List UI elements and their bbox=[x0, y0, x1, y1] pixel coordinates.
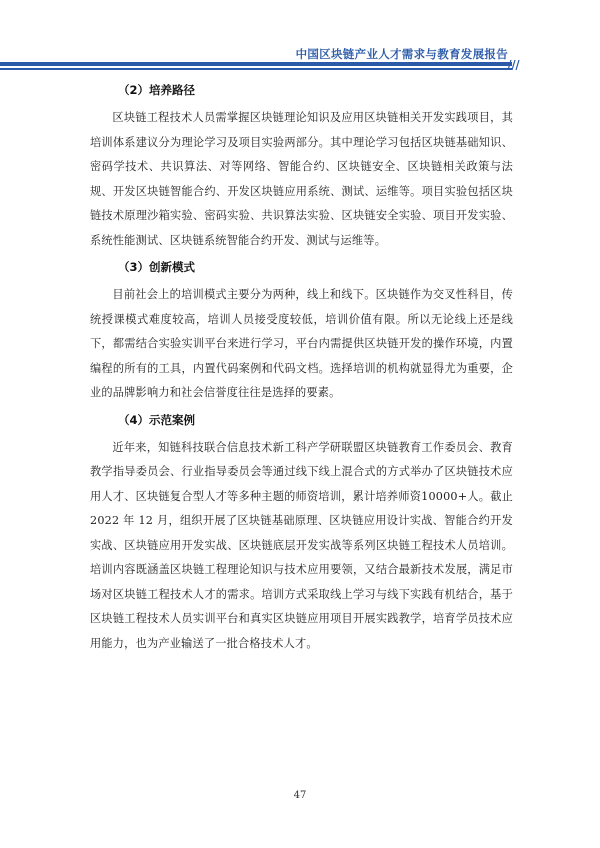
paragraph: 近年来，知链科技联合信息技术新工科产学研联盟区块链教育工作委员会、教育教学指导委员会、行业指导委员会等通过线下线上混合式的方式举办了区块链技术应用人才、区块链复合型人才等多种主题的师资培训，累计培养师资10000+人。截止 2022 年 12 月，组织开展了区块链基础原理、区块链应用设计实战、智能合约开发实战、区块链应用开发实战、区块链底层开发实战等系列区块链工程技术人员培训。培训内容既涵盖区块链工程理论知识与技术应用要领，又结合最新技术发展，满足市场对区块链工程技术人才的需求。培训方式采取线上学习与线下实践有机结合，基于区块链工程技术人员实训平台和真实区块链应用项目开展实践教学，培育学员技术应用能力，也为产业输送了一批合格技术人才。 bbox=[90, 440, 513, 650]
page-header bbox=[0, 0, 600, 80]
header-title: 中国区块链产业人才需求与教育发展报告 bbox=[295, 47, 508, 61]
section-heading: （3）创新模式 bbox=[118, 260, 196, 274]
page-number: 47 bbox=[293, 790, 307, 801]
header-stripes-decoration bbox=[506, 60, 520, 70]
header-rule-thin bbox=[0, 68, 512, 70]
section-innovation-mode bbox=[90, 257, 513, 406]
section-training-path bbox=[90, 80, 513, 253]
paragraph: 目前社会上的培训模式主要分为两种，线上和线下。区块链作为交叉性科目，传统授课模式难度较高，培训人员接受度较低，培训价值有限。所以无论线上还是线下，都需结合实验实训平台来进行学习，平台内需提供区块链开发的操作环境，内置编程的所有的工具，内置代码案例和代码文档。选择培训的机构就显得尤为重要，企业的品牌影响力和社会信誉度往往是选择的要素。 bbox=[90, 288, 513, 399]
section-heading: （4）示范案例 bbox=[118, 412, 196, 427]
page-body bbox=[90, 80, 513, 656]
header-rule-thick bbox=[0, 62, 512, 66]
section-heading: （2）培养路径 bbox=[118, 83, 196, 97]
section-demonstration-case bbox=[90, 410, 513, 657]
paragraph: 区块链工程技术人员需掌握区块链理论知识及应用区块链相关开发实践项目，其培训体系建议分为理论学习及项目实验两部分。其中理论学习包括区块链基础知识、密码学技术、共识算法、对等网络、智能合约、区块链安全、区块链相关政策与法规、开发区块链智能合约、开发区块链应用系统、测试、运维等。项目实验包括区块链技术原理沙箱实验、密码实验、共识算法实验、区块链安全实验、项目开发实验、系统性能测试、区块链系统智能合约开发、测试与运维等。 bbox=[90, 111, 513, 247]
